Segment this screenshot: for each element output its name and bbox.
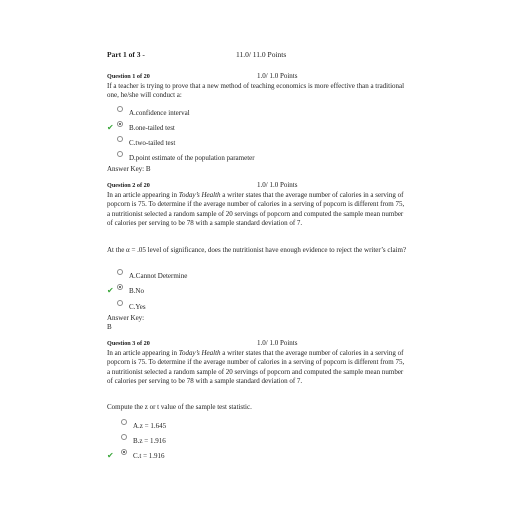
question-1-points: 1.0/ 1.0 Points <box>257 72 298 80</box>
question-2-option-b[interactable]: B.No <box>129 287 144 295</box>
radio-button-icon[interactable] <box>117 106 123 112</box>
question-2-option-a[interactable]: A.Cannot Determine <box>129 272 188 280</box>
question-3-label: Question 3 of 20 <box>107 340 150 347</box>
radio-button-icon[interactable] <box>121 419 127 425</box>
part-title: Part 1 of 3 - <box>107 50 145 59</box>
question-2-answer-key-label: Answer Key: <box>107 314 145 322</box>
part-points: 11.0/ 11.0 Points <box>236 50 287 59</box>
question-2-text: In an article appearing in Today’s Health a writer states that the average number of calories in a serving of popcorn is 75. To determine if the average number of calories in a serving of popcorn is different from 75, a nutritionist selected a random sample of 20 servings of popcorn and computed the sample mean number of calories per serving to be 78 with a sample standard deviation of 7. <box>107 191 405 228</box>
question-1-option-d[interactable]: D.point estimate of the population parameter <box>129 154 255 162</box>
question-2-option-c[interactable]: C.Yes <box>129 303 146 311</box>
question-3-text: In an article appearing in Today’s Health a writer states that the average number of calories in a serving of popcorn is 75. To determine if the average number of calories in a serving of popcorn is different from 75, a nutritionist selected a random sample of 20 servings of popcorn and computed the sample mean number of calories per serving to be 78 with a sample standard deviation of 7. <box>107 349 405 386</box>
question-1-answer-key: Answer Key: B <box>107 165 151 173</box>
question-2-points: 1.0/ 1.0 Points <box>257 181 298 189</box>
checkmark-icon: ✔ <box>107 451 114 460</box>
question-3-option-c[interactable]: C.t = 1.916 <box>133 452 165 460</box>
radio-button-icon[interactable] <box>117 136 123 142</box>
radio-button-icon[interactable] <box>117 269 123 275</box>
question-3-points: 1.0/ 1.0 Points <box>257 339 298 347</box>
radio-button-icon[interactable] <box>117 151 123 157</box>
question-1-option-b[interactable]: B.one-tailed test <box>129 124 175 132</box>
question-2-answer-key-value: B <box>107 323 112 331</box>
radio-button-icon[interactable] <box>121 434 127 440</box>
radio-button-icon[interactable] <box>117 300 123 306</box>
question-1-label: Question 1 of 20 <box>107 73 150 80</box>
radio-button-icon[interactable] <box>117 121 123 127</box>
checkmark-icon: ✔ <box>107 286 114 295</box>
question-1-option-c[interactable]: C.two-tailed test <box>129 139 176 147</box>
question-2-prompt: At the α = .05 level of significance, does the nutritionist have enough evidence to reject the writer’s claim? <box>107 246 407 254</box>
question-3-option-b[interactable]: B.z = 1.916 <box>133 437 166 445</box>
question-1-option-a[interactable]: A.confidence interval <box>129 109 190 117</box>
radio-button-icon[interactable] <box>121 449 127 455</box>
radio-button-icon[interactable] <box>117 284 123 290</box>
question-2-label: Question 2 of 20 <box>107 182 150 189</box>
question-3-prompt: Compute the z or t value of the sample test statistic. <box>107 403 252 411</box>
question-1-text: If a teacher is trying to prove that a new method of teaching economics is more effective than a traditional one, he/she will conduct a: <box>107 82 405 100</box>
question-3-option-a[interactable]: A.z = 1.645 <box>133 422 167 430</box>
checkmark-icon: ✔ <box>107 123 114 132</box>
